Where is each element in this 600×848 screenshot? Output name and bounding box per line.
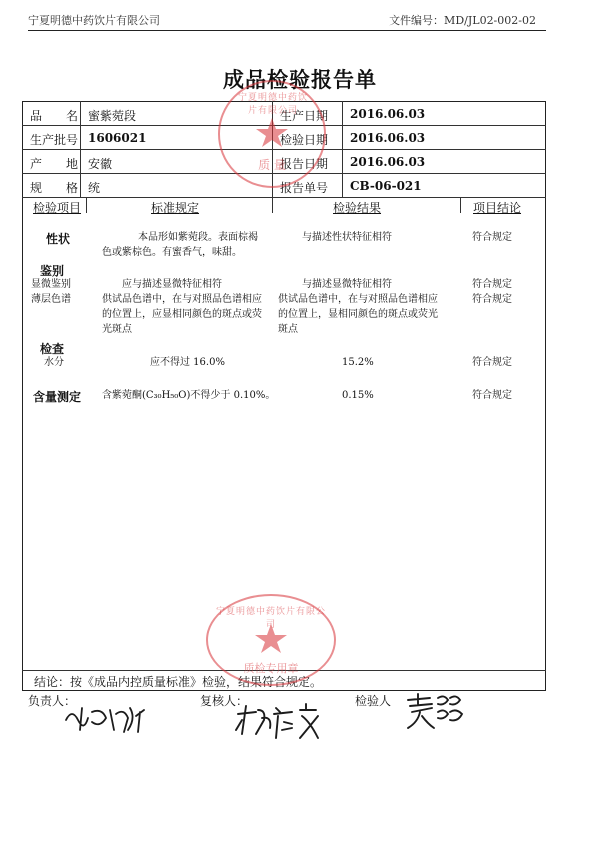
quality-seal-text: 宁夏明德中药饮片有限公司	[238, 93, 309, 116]
report-date-label: 报告日期	[280, 157, 329, 171]
reviewer-signature	[232, 700, 332, 742]
conclusion-tlc: 符合规定	[472, 294, 512, 305]
quality-seal-bottom: 质 量	[258, 158, 286, 172]
responsible-signature	[60, 700, 150, 736]
result-xingzhuang: 与描述性状特征相符	[302, 232, 392, 243]
product-name-label: 品 名	[30, 109, 79, 123]
item-hanliang: 含量测定	[33, 390, 82, 404]
standard-tlc-line1: 供试品色谱中，在与对照品色谱相应	[102, 294, 262, 305]
standard-content: 含紫菀酮(C₃₀H₅₀O)不得少于 0.10%。	[102, 390, 276, 401]
inspection-seal	[206, 594, 336, 686]
production-date-label: 生产日期	[280, 109, 329, 123]
result-tlc-line3: 斑点	[278, 324, 298, 335]
inspection-seal-text: 宁夏明德中药饮片有限公司	[216, 607, 327, 630]
sub-microscopic: 显微鉴别	[31, 279, 71, 290]
batch-label: 生产批号	[30, 133, 79, 147]
conclusion-content: 符合规定	[472, 390, 512, 401]
sub-moisture: 水分	[44, 357, 64, 368]
header-col-divider	[272, 197, 273, 213]
item-jiancha: 检查	[40, 342, 65, 356]
origin-label: 产 地	[30, 157, 79, 171]
conclusion-microscopic: 符合规定	[472, 279, 512, 290]
info-col-divider	[80, 101, 81, 197]
standard-moisture: 应不得过 16.0%	[150, 357, 225, 368]
standard-tlc-line3: 光斑点	[102, 324, 132, 335]
item-jianbie: 鉴别	[40, 264, 65, 278]
origin-value: 安徽	[88, 157, 113, 171]
sub-tlc: 薄层色谱	[31, 294, 71, 305]
standard-tlc-line2: 的位置上，应显相同颜色的斑点或荧	[102, 309, 262, 320]
result-tlc-line1: 供试品色谱中，在与对照品色谱相应	[278, 294, 438, 305]
reviewer-label: 复核人：	[200, 694, 249, 708]
inspector-signature	[402, 690, 472, 732]
page-title: 成品检验报告单	[223, 68, 377, 92]
info-row-divider	[22, 197, 546, 198]
inspector-label: 检验人	[355, 694, 392, 708]
production-date-value: 2016.06.03	[350, 107, 426, 121]
inspection-date-value: 2016.06.03	[350, 131, 426, 145]
report-date-value: 2016.06.03	[350, 155, 426, 169]
batch-value: 1606021	[88, 131, 147, 145]
standard-microscopic: 应与描述显微特征相符	[122, 279, 222, 290]
item-xingzhuang: 性状	[46, 232, 71, 246]
col-header-result: 检验结果	[333, 201, 382, 215]
col-header-standard: 标准规定	[151, 201, 200, 215]
conclusion-xingzhuang: 符合规定	[472, 232, 512, 243]
result-tlc-line2: 的位置上，显相同颜色的斑点或荧光	[278, 309, 438, 320]
standard-xingzhuang-line2: 色或紫棕色。有蜜香气，味甜。	[102, 247, 242, 258]
standard-xingzhuang-line1: 本品形如紫菀段。表面棕褐	[138, 232, 258, 243]
responsible-label: 负责人：	[28, 694, 77, 708]
col-header-item: 检验项目	[33, 201, 82, 215]
result-moisture: 15.2%	[342, 357, 374, 368]
header-divider	[28, 30, 546, 31]
company-header: 宁夏明德中药饮片有限公司	[28, 14, 160, 27]
overall-conclusion: 结论：按《成品内控质量标准》检验，结果符合规定。	[34, 675, 323, 689]
spec-value: 统	[88, 181, 101, 195]
header-col-divider	[86, 197, 87, 213]
spec-label: 规 格	[30, 181, 79, 195]
inspection-date-label: 检验日期	[280, 133, 329, 147]
report-number-label: 报告单号	[280, 181, 329, 195]
info-col-divider	[342, 101, 343, 197]
inspection-seal-bottom: 质检专用章	[243, 662, 299, 675]
conclusion-moisture: 符合规定	[472, 357, 512, 368]
result-content: 0.15%	[342, 390, 374, 401]
report-number-value: CB-06-021	[350, 179, 422, 193]
document-number: 文件编号：MD/JL02-002-02	[389, 14, 536, 27]
product-name-value: 蜜紫菀段	[88, 109, 137, 123]
header-col-divider	[460, 197, 461, 213]
col-header-conclusion: 项目结论	[473, 201, 522, 215]
result-microscopic: 与描述显微特征相符	[302, 279, 392, 290]
